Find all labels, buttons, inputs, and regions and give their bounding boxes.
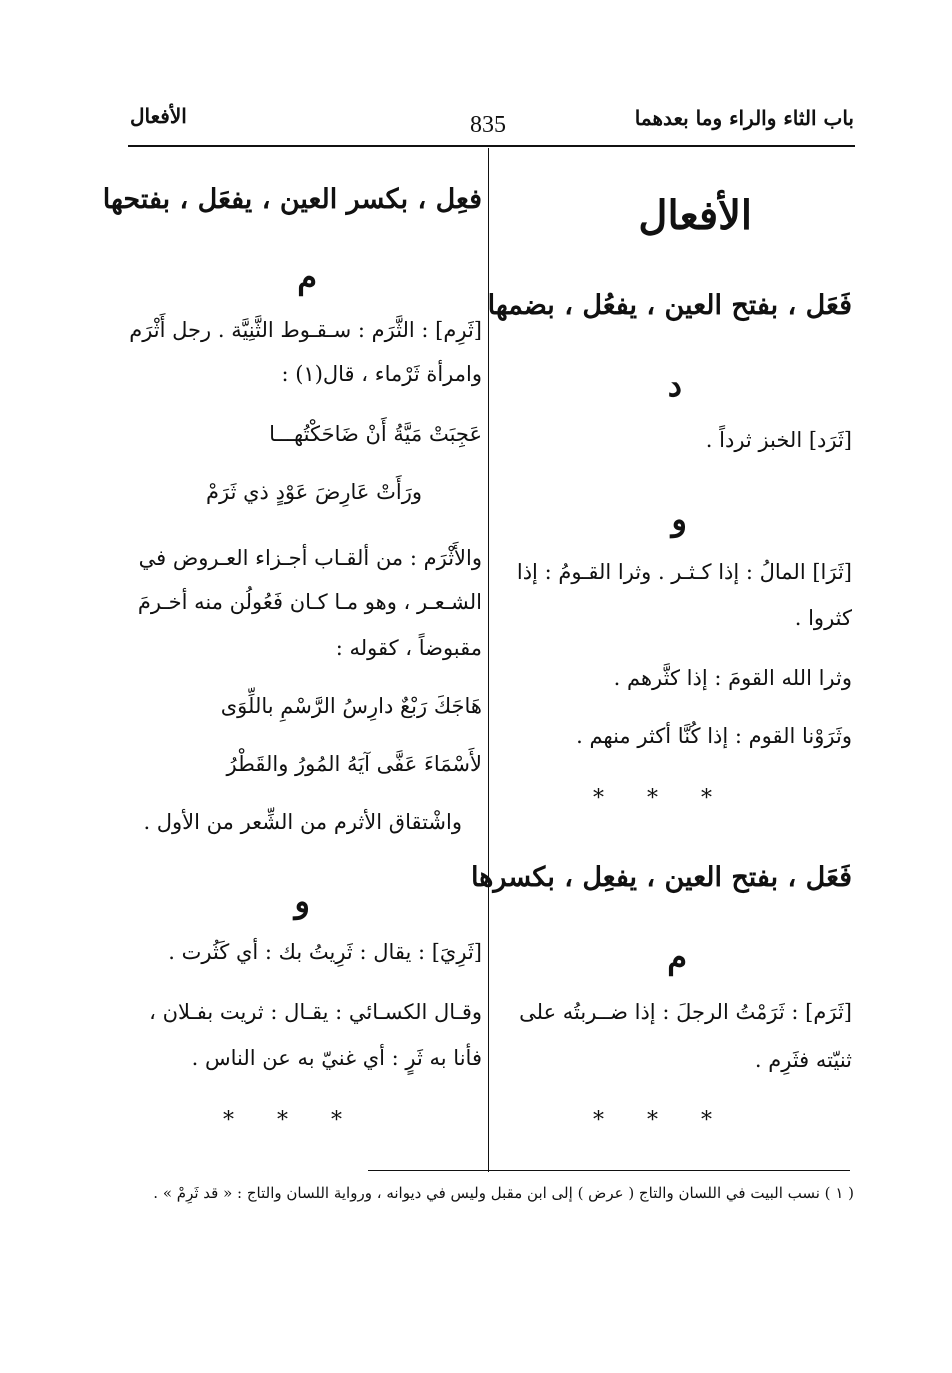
letter-heading: م [667,938,687,976]
verse-line: هَاجَكَ رَبْعٌ دارِسُ الرَّسْمِ باللِّوَى [220,694,482,718]
section-separator: * * * [593,1108,730,1133]
entry-line: [ثَرِيَ] : يقال : ثَرِيتُ بك : أي كَثُرت . [168,940,482,964]
page-title: الأفعال [638,192,752,239]
entry-line: وقـال الكسـائي : يقـال : ثريت بفـلان ، [149,1000,482,1024]
section-heading: فَعَل ، بفتح العين ، يفعِل ، بكسرها [470,862,852,893]
section-heading: فَعَل ، بفتح العين ، يفعُل ، بضمها [487,290,852,321]
entry-line: [ثَرَا] المالُ : إذا كـثـر . وثرا القـومُ : إذا [516,560,852,584]
entry-line: [ثَرَد] الخبز ثرداً . [705,428,852,452]
letter-heading: و [671,500,687,538]
entry-line: [ثَرِم] : الثَّرَم : سـقـوط الثَّنِيَّة . رجل أَثْرَم [129,318,482,342]
letter-heading: و [294,882,310,920]
page-number: 835 [470,112,506,138]
chapter-header: باب الثاء والراء وما بعدهما [634,106,854,130]
verse-line: ورَأَتْ عَارِضَ عَوْدٍ ذي ثَرَمْ [206,480,422,504]
section-header: الأفعال [130,104,187,128]
entry-line: وثَرَوْنا القوم : إذا كُنَّا أكثر منهم . [576,724,852,748]
footnote-rule [368,1170,850,1171]
entry-line: كثروا . [794,606,852,630]
entry-line: الشـعـر ، وهو مـا كـان فَعُولُن منه أخـرمَ [137,590,482,614]
verse-line: عَجِبَتْ مَيَّةُ أَنْ ضَاحَكْتُهـــا [269,422,482,446]
section-heading: فعِل ، بكسر العين ، يفعَل ، بفتحها [102,184,482,215]
letter-heading: م [297,258,317,296]
verse-line: لأَسْمَاءَ عَفَّى آيَهُ المُورُ والقَطْرُ [226,752,482,776]
letter-heading: د [667,366,682,404]
entry-line: ثنيّته فثَرِم . [754,1048,852,1072]
entry-line: فأنا به ثَرٍ : أي غنيّ به عن الناس . [191,1046,482,1070]
entry-line: مقبوضاً ، كقوله : [335,636,482,660]
entry-line: وامرأة ثَرْماء ، قال(١) : [281,362,482,386]
footnote: ( ١ ) نسب البيت في اللسان والتاج ( عرض ) إلى ابن مقبل وليس في ديوانه ، ورواية اللسان والتاج : « قد ثَرِمْ » . [153,1184,854,1202]
entry-line: واشْتقاق الأثرم من الشِّعر من الأول . [143,810,462,834]
section-separator: * * * [223,1108,360,1133]
entry-line: وثرا الله القومَ : إذا كثَّرهم . [613,666,852,690]
entry-line: [ثَرَم] : ثَرَمْتُ الرجلَ : إذا ضــربتُه على [519,1000,852,1024]
entry-line: والأَثْرَم : من ألقـاب أجـزاء العـروض في [138,546,482,570]
left-column [102,0,482,1170]
section-separator: * * * [593,786,730,811]
